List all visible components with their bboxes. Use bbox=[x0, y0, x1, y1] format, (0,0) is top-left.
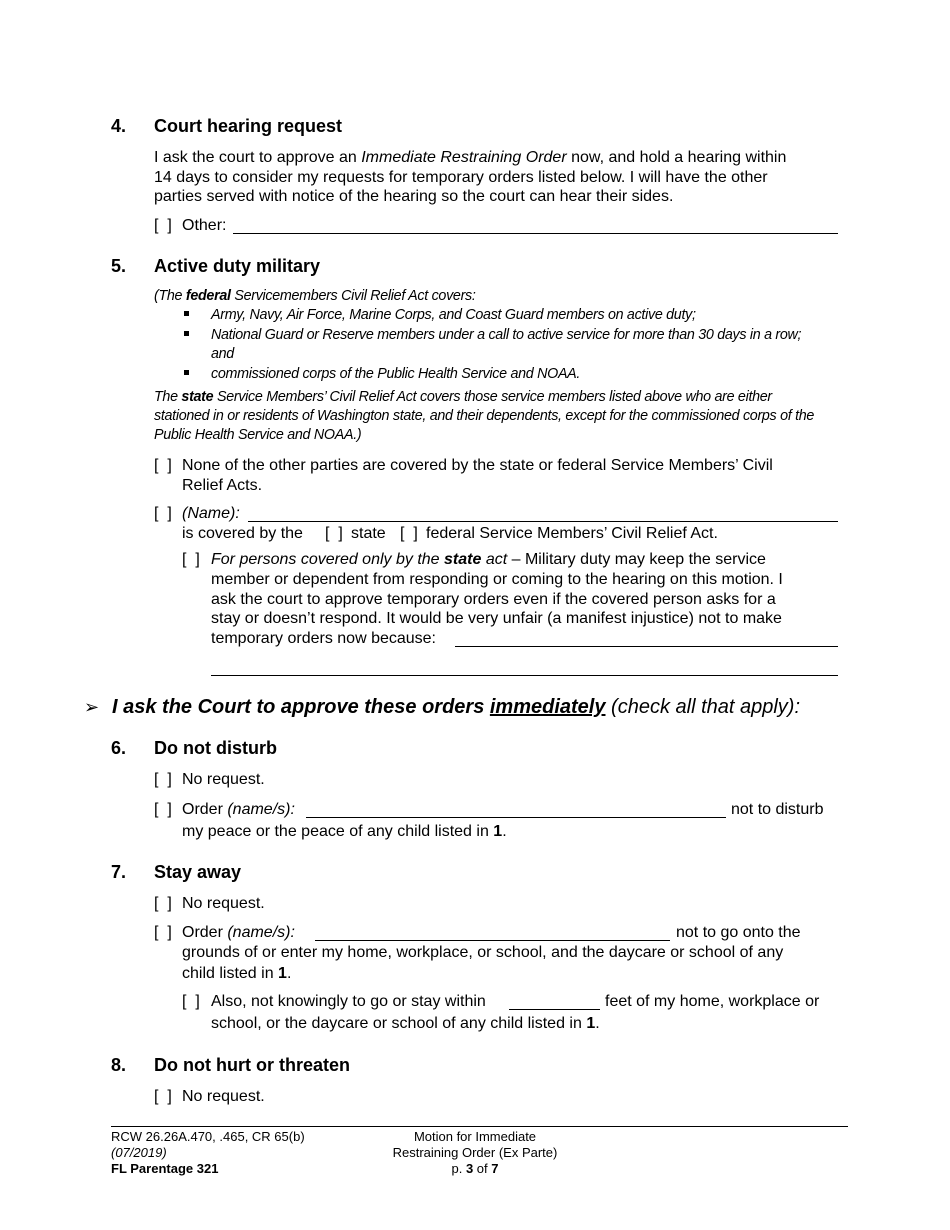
other-label: Other: bbox=[182, 217, 227, 234]
state-only-line-4: stay or doesn’t respond. It would be very unfair (a manifest injustice) not to make bbox=[211, 610, 782, 627]
section-4-paragraph-line-2: 14 days to consider my requests for temporary orders listed below. I will have the other bbox=[154, 169, 768, 186]
footer-form-title-line-1: Motion for Immediate bbox=[413, 1129, 537, 1144]
other-input-line[interactable] bbox=[233, 233, 838, 234]
federal-act-checkbox[interactable]: [ ] bbox=[400, 525, 418, 542]
section-7-number: 7. bbox=[111, 862, 127, 882]
state-only-line-1: For persons covered only by the state act – Military duty may keep the service bbox=[211, 551, 766, 568]
state-only-line-5: temporary orders now because: bbox=[211, 630, 436, 647]
stay-away-order-checkbox[interactable]: [ ] bbox=[154, 924, 172, 941]
section-5-title: Active duty military bbox=[154, 256, 321, 276]
arrow-bullet-icon: ➢ bbox=[84, 697, 100, 717]
footer-statute: RCW 26.26A.470, .465, CR 65(b) bbox=[111, 1129, 305, 1144]
immediate-orders-heading: I ask the Court to approve these orders immediately (check all that apply): bbox=[112, 696, 801, 718]
section-4-number: 4. bbox=[111, 116, 127, 136]
distance-feet-input-line[interactable] bbox=[509, 1009, 600, 1010]
disturb-order-tail: not to disturb bbox=[731, 801, 824, 818]
because-input-line[interactable] bbox=[455, 646, 838, 647]
because-input-line-2[interactable] bbox=[211, 675, 838, 676]
name-input-line[interactable] bbox=[248, 521, 838, 522]
state-act-line-3: Public Health Service and NOAA.) bbox=[154, 427, 362, 443]
section-4-paragraph-line-3: parties served with notice of the hearing so the court can hear their sides. bbox=[154, 188, 674, 205]
state-only-checkbox[interactable]: [ ] bbox=[182, 551, 200, 568]
state-only-line-2: member or dependent from responding or coming to the hearing on this motion. I bbox=[211, 571, 783, 588]
stay-away-no-request-label: No request. bbox=[182, 895, 265, 912]
section-7-title: Stay away bbox=[154, 862, 242, 882]
stay-away-names-input-line[interactable] bbox=[315, 940, 670, 941]
footer-form-title-line-2: Restraining Order (Ex Parte) bbox=[392, 1145, 558, 1160]
section-5-number: 5. bbox=[111, 256, 127, 276]
section-4-paragraph-line-1: I ask the court to approve an Immediate Restraining Order now, and hold a hearing within bbox=[154, 149, 787, 166]
disturb-no-request-checkbox[interactable]: [ ] bbox=[154, 771, 172, 788]
disturb-names-input-line[interactable] bbox=[306, 817, 726, 818]
name-covered-checkbox[interactable]: [ ] bbox=[154, 505, 172, 522]
footer-form-number: FL Parentage 321 bbox=[111, 1161, 219, 1176]
stay-away-distance-label: Also, not knowingly to go or stay within bbox=[211, 993, 486, 1010]
name-label: (Name): bbox=[182, 505, 240, 522]
bullet-square bbox=[184, 311, 189, 316]
state-act-line-2: stationed in or residents of Washington state, and their dependents, except for the commissioned corps of the bbox=[154, 408, 815, 424]
other-checkbox[interactable]: [ ] bbox=[154, 217, 172, 234]
section-8-number: 8. bbox=[111, 1055, 127, 1075]
footer-divider bbox=[111, 1126, 848, 1127]
state-act-label: state bbox=[351, 525, 386, 542]
stay-away-order-label: Order (name/s): bbox=[182, 924, 295, 941]
stay-away-distance-tail: feet of my home, workplace or bbox=[605, 993, 820, 1010]
disturb-order-line-2: my peace or the peace of any child listed in 1. bbox=[182, 823, 507, 840]
bullet-item-continued: and bbox=[211, 346, 234, 362]
section-6-number: 6. bbox=[111, 738, 127, 758]
bullet-item: commissioned corps of the Public Health Service and NOAA. bbox=[211, 366, 581, 382]
stay-away-order-tail: not to go onto the bbox=[676, 924, 801, 941]
state-act-checkbox[interactable]: [ ] bbox=[325, 525, 343, 542]
disturb-no-request-label: No request. bbox=[182, 771, 265, 788]
stay-away-distance-line-2: school, or the daycare or school of any child listed in 1. bbox=[211, 1015, 600, 1032]
none-covered-line-1: None of the other parties are covered by the state or federal Service Members’ Civil bbox=[182, 457, 773, 474]
section-6-title: Do not disturb bbox=[154, 738, 277, 758]
bullet-item: Army, Navy, Air Force, Marine Corps, and Coast Guard members on active duty; bbox=[211, 307, 696, 323]
bullet-square bbox=[184, 370, 189, 375]
disturb-order-checkbox[interactable]: [ ] bbox=[154, 801, 172, 818]
hurt-no-request-label: No request. bbox=[182, 1088, 265, 1105]
bullet-item: National Guard or Reserve members under a call to active service for more than 30 days in a row; bbox=[211, 327, 802, 343]
federal-act-intro: (The federal Servicemembers Civil Relief Act covers: bbox=[154, 288, 476, 304]
stay-away-no-request-checkbox[interactable]: [ ] bbox=[154, 895, 172, 912]
bullet-square bbox=[184, 331, 189, 336]
stay-away-order-line-3: child listed in 1. bbox=[182, 965, 292, 982]
none-covered-checkbox[interactable]: [ ] bbox=[154, 457, 172, 474]
stay-away-distance-checkbox[interactable]: [ ] bbox=[182, 993, 200, 1010]
state-only-line-3: ask the court to approve temporary orders even if the covered person asks for a bbox=[211, 591, 776, 608]
federal-act-label: federal Service Members’ Civil Relief Act. bbox=[426, 525, 718, 542]
section-8-title: Do not hurt or threaten bbox=[154, 1055, 350, 1075]
section-4-title: Court hearing request bbox=[154, 116, 343, 136]
footer-page-number: p. 3 of 7 bbox=[451, 1161, 499, 1176]
none-covered-line-2: Relief Acts. bbox=[182, 477, 263, 494]
footer-revision-date: (07/2019) bbox=[111, 1145, 167, 1160]
covered-by-label: is covered by the bbox=[182, 525, 303, 542]
hurt-no-request-checkbox[interactable]: [ ] bbox=[154, 1088, 172, 1105]
state-act-line-1: The state Service Members’ Civil Relief Act covers those service members listed above who are either bbox=[154, 389, 772, 405]
stay-away-order-line-2: grounds of or enter my home, workplace, or school, and the daycare or school of any bbox=[182, 944, 784, 961]
disturb-order-label: Order (name/s): bbox=[182, 801, 295, 818]
